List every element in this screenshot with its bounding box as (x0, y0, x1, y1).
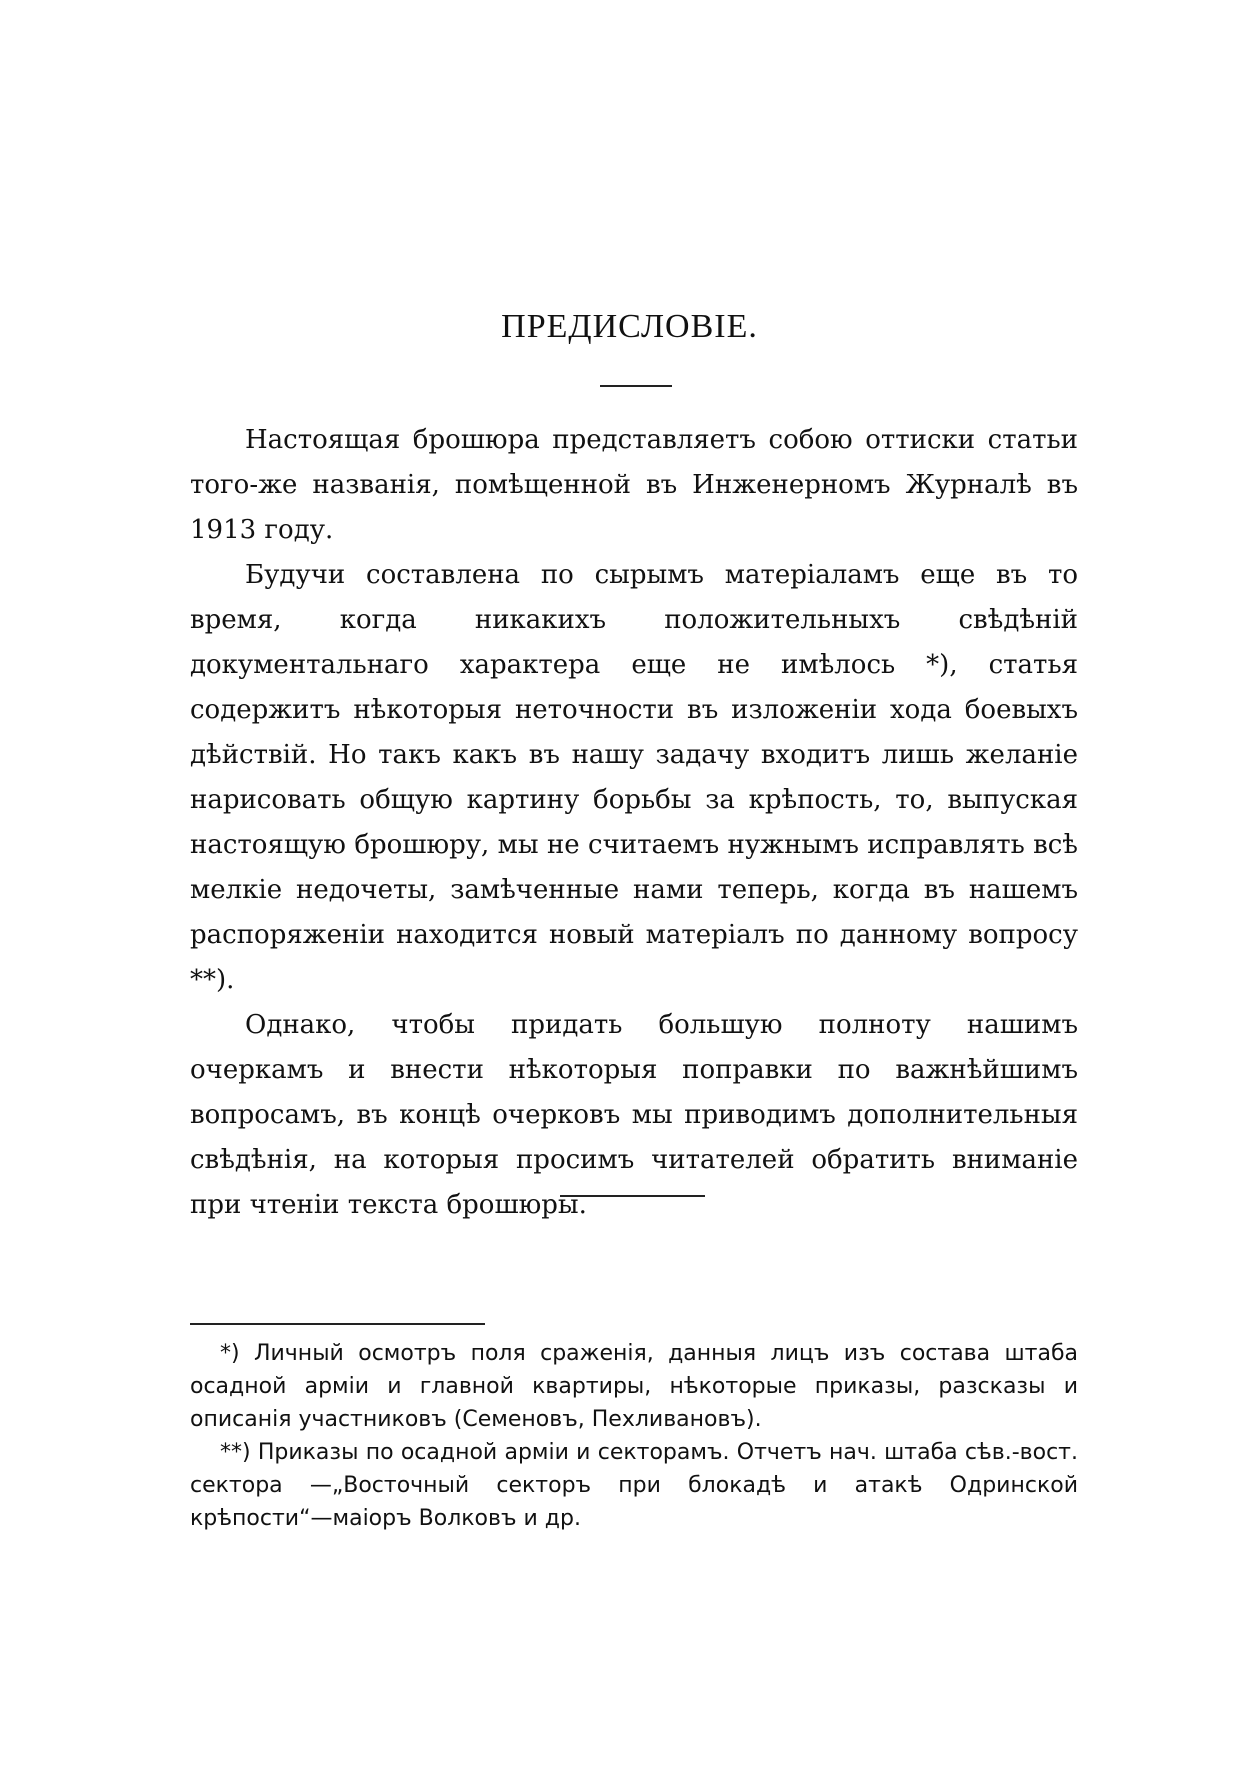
preface-body (190, 418, 1078, 1228)
paragraph: Будучи составлена по сырымъ матеріаламъ еще въ то время, когда никакихъ положительныхъ свѣдѣній документальнаго характера еще не имѣлось *), статья содержитъ нѣкоторыя неточности въ изложеніи хода боевыхъ дѣйствій. Но такъ какъ въ нашу задачу входитъ лишь желаніе нарисовать общую картину борьбы за крѣпость, то, выпуская настоящую брошюру, мы не считаемъ нужнымъ исправлять всѣ мелкіе недочеты, замѣченные нами теперь, когда въ нашемъ распоряженіи находится новый матеріалъ по данному вопросу **). (190, 560, 1078, 995)
footnote: *) Личный осмотръ поля сраженія, данныя лицъ изъ состава штаба осадной арміи и главной квартиры, нѣкоторые приказы, разсказы и описанія участниковъ (Семеновъ, Пехливановъ). (190, 1341, 1078, 1432)
footnote: **) Приказы по осадной арміи и секторамъ. Отчетъ нач. штаба сѣв.-вост. сектора —„Восточный секторъ при блокадѣ и атакѣ Одринской крѣпости“—маіоръ Волковъ и др. (190, 1440, 1078, 1531)
section-end-divider (560, 1195, 705, 1197)
footnote-divider (190, 1323, 485, 1325)
title-divider (600, 385, 672, 387)
paragraph: Настоящая брошюра представляетъ собою оттиски статьи того-же названія, помѣщенной въ Инженерномъ Журналѣ въ 1913 году. (190, 425, 1078, 545)
paragraph: Однако, чтобы придать большую полноту нашимъ очеркамъ и внести нѣкоторыя поправки по важнѣйшимъ вопросамъ, въ концѣ очерковъ мы приводимъ дополнительныя свѣдѣнія, на которыя просимъ читателей обратить вниманіе при чтеніи текста брошюры. (190, 1010, 1078, 1220)
page-title: ПРЕДИСЛОВІЕ. (501, 308, 758, 345)
footnotes (190, 1337, 1078, 1535)
